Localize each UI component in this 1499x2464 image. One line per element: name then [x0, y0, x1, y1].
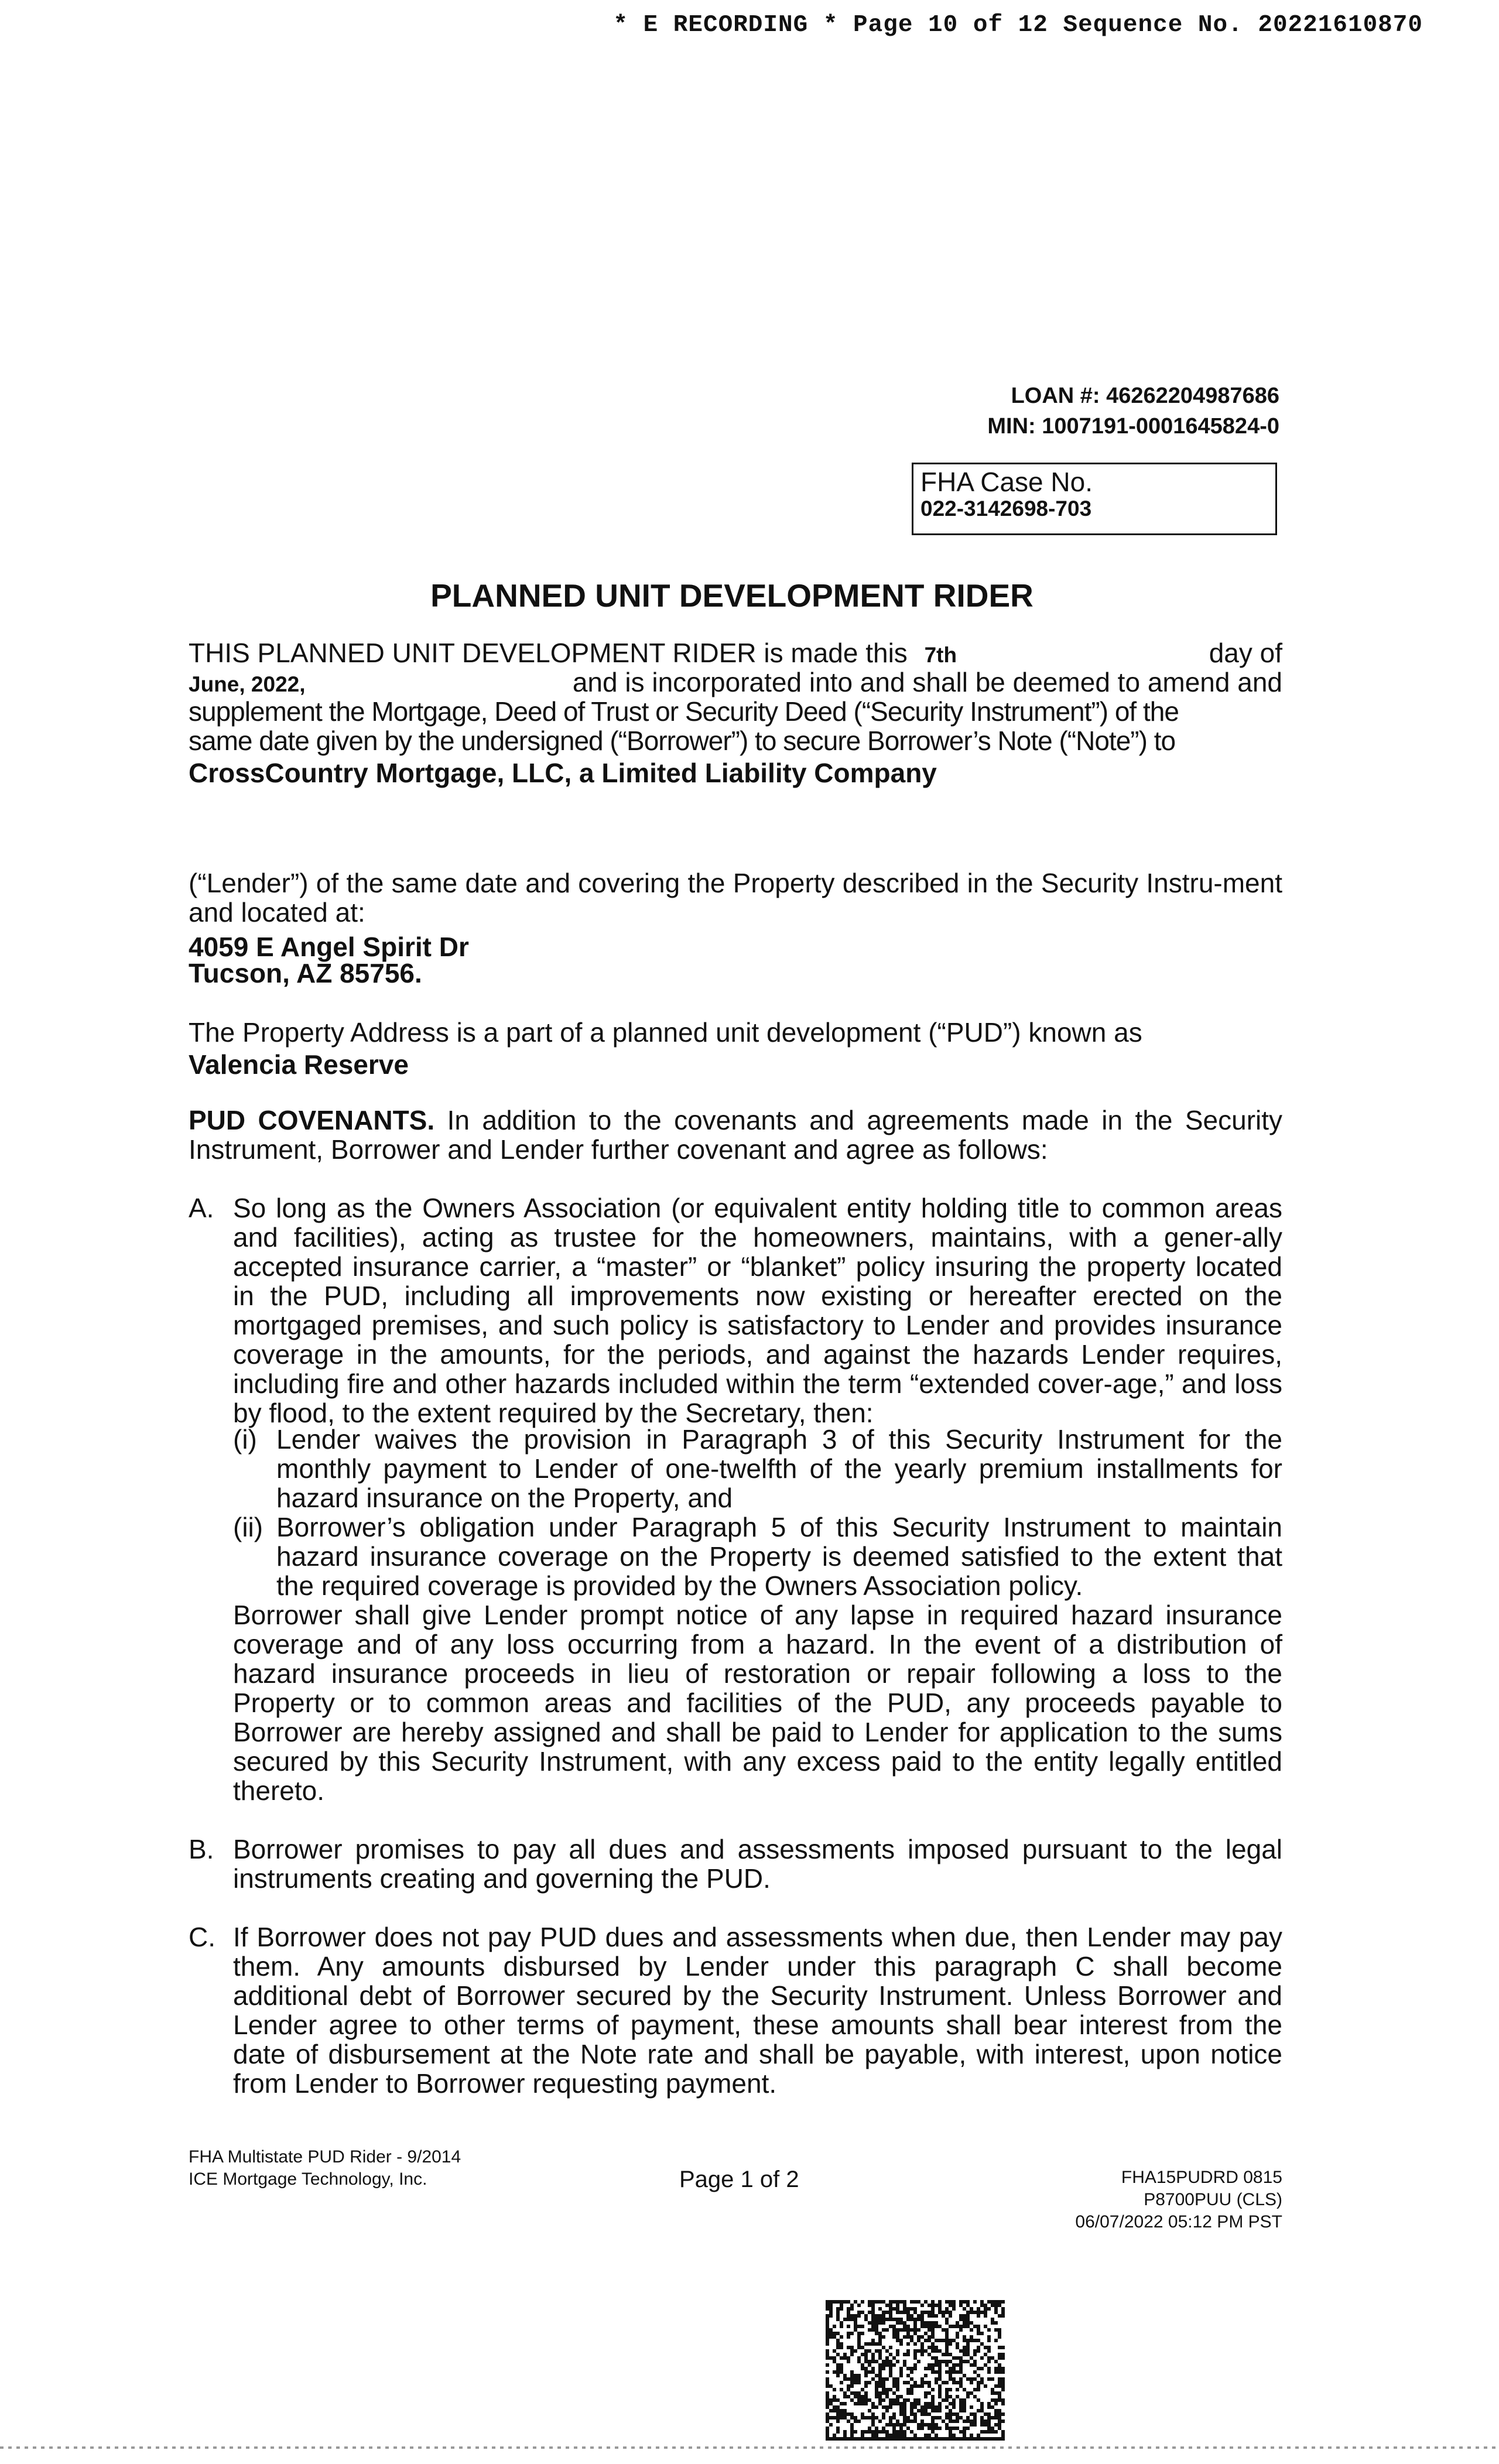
item-c-letter: C.: [189, 1922, 215, 1952]
intro-incorporated: and is incorporated into and shall be deemed to amend and: [572, 667, 1282, 697]
pud-covenants: [189, 1106, 1282, 1164]
footer-company: ICE Mortgage Technology, Inc.: [189, 2169, 427, 2189]
item-b-text: Borrower promises to pay all dues and assessments imposed pursuant to the legal instruments creating and governing the PUD.: [233, 1834, 1282, 1894]
item-a-ii-text: Borrower’s obligation under Paragraph 5 of this Security Instrument to maintain hazard insurance coverage on the Property is deemed satisfied to the extent that the required coverage is provided by the Owners Association policy.: [276, 1512, 1282, 1601]
pud-name: Valencia Reserve: [189, 1049, 409, 1080]
property-address-line-2: Tucson, AZ 85756.: [189, 958, 422, 988]
item-a-text: So long as the Owners Association (or equivalent entity holding title to common areas and facilities), acting as trustee for the homeowners, maintains, with a gener-ally accepted insurance carrier, a “master” or “blanket” policy insuring the property located in the PUD, including all improvements now existing or hereafter erected on the mortgaged premises, and such policy is satisfactory to Lender and provides insurance coverage in the amounts, for the periods, and against the hazards Lender requires, including fire and other hazards included within the term “extended cover-age,” and loss by flood, to the extent required by the Secretary, then:: [233, 1193, 1282, 1428]
item-a-i-text: Lender waives the provision in Paragraph 3 of this Security Instrument for the monthly payment to Lender of one-twelfth of the yearly premium installments for hazard insurance on the Property, and: [276, 1424, 1282, 1513]
intro-prefix: THIS PLANNED UNIT DEVELOPMENT RIDER is made this: [189, 638, 908, 668]
item-a-after-text: Borrower shall give Lender prompt notice of any lapse in required hazard insurance coverage and of any loss occurring from a hazard. In the event of a distribution of hazard insurance proceeds in lieu of restoration or repair following a loss to the Property or to common areas and facilities of the PUD, any proceeds payable to Borrower are hereby assigned and shall be paid to Lender for application to the sums secured by this Security Instrument, with any excess paid to the entity legally entitled thereto.: [233, 1600, 1282, 1806]
min-number: MIN: 1007191-0001645824-0: [987, 414, 1279, 439]
barcode-image: [826, 2300, 1005, 2441]
intro-day: 7th: [924, 643, 957, 667]
pud-known-as: The Property Address is a part of a planned unit development (“PUD”) known as: [189, 1017, 1142, 1048]
item-a-i-number: (i): [233, 1424, 257, 1455]
footer-doc-code: P8700PUU (CLS): [1144, 2190, 1282, 2209]
footer-timestamp: 06/07/2022 05:12 PM PST: [1075, 2212, 1282, 2232]
intro-date: June, 2022,: [189, 672, 306, 696]
footer-form-name: FHA Multistate PUD Rider - 9/2014: [189, 2147, 461, 2167]
lender-name: CrossCountry Mortgage, LLC, a Limited Liability Company: [189, 758, 937, 788]
fha-case-number: 022-3142698-703: [920, 497, 1092, 521]
intro-day-of: day of: [1209, 638, 1282, 668]
footer-form-code: FHA15PUDRD 0815: [1121, 2168, 1282, 2187]
pud-covenants-text: In addition to the covenants and agreements made in the Security Instrument, Borrower and Lender further covenant and agree as follows:: [189, 1105, 1283, 1165]
intro-line-1: [189, 638, 1282, 670]
intro-line-4: same date given by the undersigned (“Borrower”) to secure Borrower’s Note (“Note”) to: [189, 725, 1176, 756]
page-title: PLANNED UNIT DEVELOPMENT RIDER: [430, 577, 1033, 614]
intro-line-2: [189, 668, 1282, 699]
property-address-line-1: 4059 E Angel Spirit Dr: [189, 932, 469, 962]
intro-line-3: supplement the Mortgage, Deed of Trust or Security Deed (“Security Instrument”) of the: [189, 696, 1179, 727]
item-a-ii-number: (ii): [233, 1512, 263, 1542]
fha-case-box: [912, 463, 1277, 535]
footer-page-number: Page 1 of 2: [679, 2167, 799, 2192]
loan-info: [820, 381, 1279, 442]
footer-right: [966, 2167, 1282, 2233]
item-a-letter: A.: [189, 1193, 214, 1223]
footer-left: [189, 2146, 461, 2191]
lender-paragraph: (“Lender”) of the same date and covering the Property described in the Security Instru-ment and located at:: [189, 868, 1282, 928]
pud-covenants-heading: PUD COVENANTS.: [189, 1105, 435, 1135]
item-c-text: If Borrower does not pay PUD dues and assessments when due, then Lender may pay them. Any amounts disbursed by Lender under this paragraph C shall become additional debt of Borrower secured by the Security Instrument. Unless Borrower and Lender agree to other terms of payment, these amounts shall bear interest from the date of disbursement at the Note rate and shall be payable, with interest, upon notice from Lender to Borrower requesting payment.: [233, 1922, 1282, 2099]
item-b-letter: B.: [189, 1834, 214, 1864]
fha-case-label: FHA Case No.: [920, 467, 1093, 497]
scan-edge-line: [0, 2446, 1499, 2449]
loan-number: LOAN #: 46262204987686: [1011, 384, 1279, 408]
recording-stamp: * E RECORDING * Page 10 of 12 Sequence No. 20221610870: [613, 12, 1423, 39]
